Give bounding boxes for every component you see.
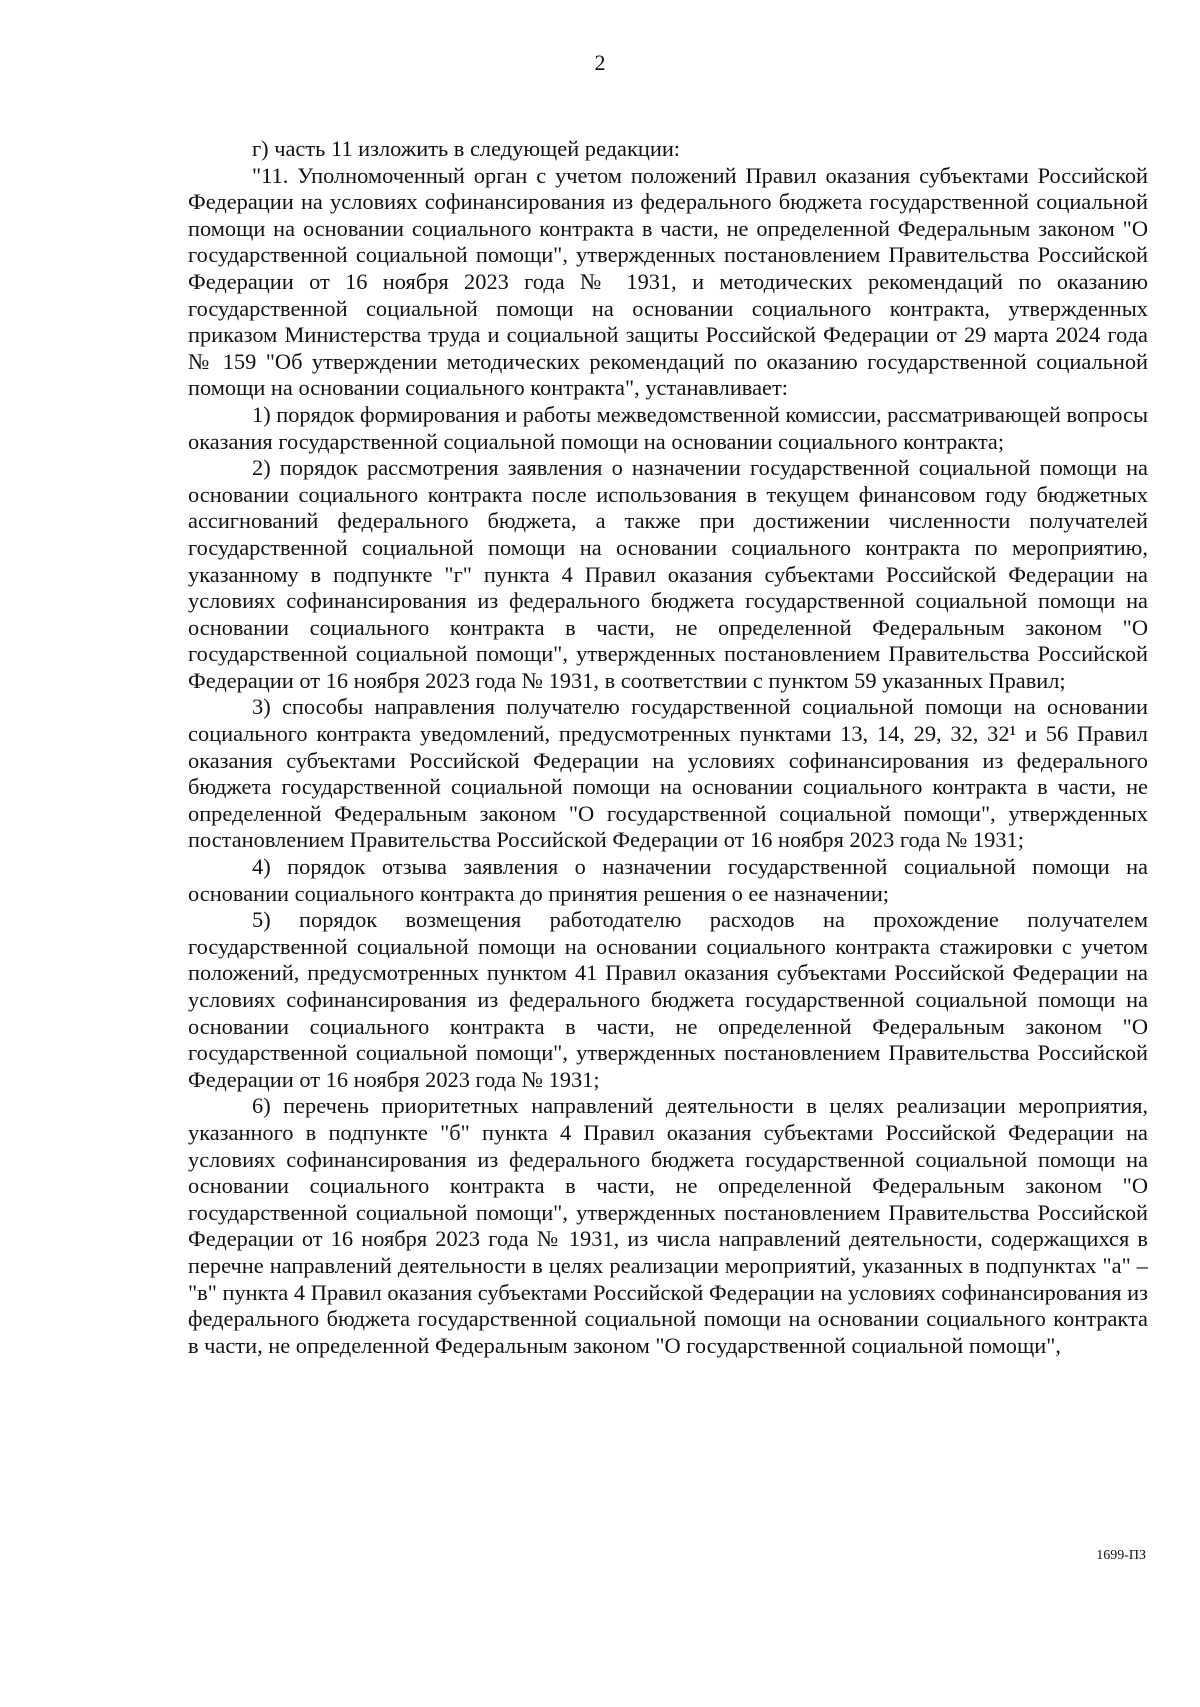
paragraph-item-2: 2) порядок рассмотрения заявления о назначении государственной социальной помощи на основании социального контракта после использования в текущем финансовом году бюджетных ассигнований федерального бюджета, а также при достижении численности получателей государственной социальной помощи на основании социального контракта по мероприятию, указанному в подпункте "г" пункта 4 Правил оказания субъектами Российской Федерации на условиях софинансирования из федерального бюджета государственной социальной помощи на основании социального контракта в части, не определенной Федеральным законом "О государственной социальной помощи", утвержденных постановлением Правительства Российской Федерации от 16 ноября 2023 года № 1931, в соответствии с пунктом 59 указанных Правил; xyxy=(188,455,1148,693)
paragraph-item-1: 1) порядок формирования и работы межведомственной комиссии, рассматривающей вопросы оказания государственной социальной помощи на основании социального контракта; xyxy=(188,401,1148,454)
document-body xyxy=(188,136,1148,1359)
paragraph-item-6: 6) перечень приоритетных направлений деятельности в целях реализации мероприятия, указанного в подпункте "б" пункта 4 Правил оказания субъектами Российской Федерации на условиях софинансирования из федерального бюджета государственной социальной помощи на основании социального контракта в части, не определенной Федеральным законом "О государственной социальной помощи", утвержденных постановлением Правительства Российской Федерации от 16 ноября 2023 года № 1931, из числа направлений деятельности, содержащихся в перечне направлений деятельности в целях реализации мероприятий, указанных в подпунктах "а" – "в" пункта 4 Правил оказания субъектами Российской Федерации на условиях софинансирования из федерального бюджета государственной социальной помощи на основании социального контракта в части, не определенной Федеральным законом "О государственной социальной помощи", xyxy=(188,1093,1148,1358)
paragraph-item-5: 5) порядок возмещения работодателю расходов на прохождение получателем государственной социальной помощи на основании социального контракта стажировки с учетом положений, предусмотренных пунктом 41 Правил оказания субъектами Российской Федерации на условиях софинансирования из федерального бюджета государственной социальной помощи на основании социального контракта в части, не определенной Федеральным законом "О государственной социальной помощи", утвержденных постановлением Правительства Российской Федерации от 16 ноября 2023 года № 1931; xyxy=(188,907,1148,1092)
page-number: 2 xyxy=(594,50,606,75)
paragraph-clause-11: "11. Уполномоченный орган с учетом положений Правил оказания субъектами Российской Федерации на условиях софинансирования из федерального бюджета государственной социальной помощи на основании социального контракта в части, не определенной Федеральным законом "О государственной социальной помощи", утвержденных постановлением Правительства Российской Федерации от 16 ноября 2023 года № 1931, и методических рекомендаций по оказанию государственной социальной помощи на основании социального контракта, утвержденных приказом Министерства труда и социальной защиты Российской Федерации от 29 марта 2024 года № 159 "Об утверждении методических рекомендаций по оказанию государственной социальной помощи на основании социального контракта", устанавливает: xyxy=(188,162,1148,401)
document-code: 1699-ПЗ xyxy=(1096,1548,1146,1563)
paragraph-item-3: 3) способы направления получателю государственной социальной помощи на основании социального контракта уведомлений, предусмотренных пунктами 13, 14, 29, 32, 32¹ и 56 Правил оказания субъектами Российской Федерации на условиях софинансирования из федерального бюджета государственной социальной помощи на основании социального контракта в части, не определенной Федеральным законом "О государственной социальной помощи", утвержденных постановлением Правительства Российской Федерации от 16 ноября 2023 года № 1931; xyxy=(188,694,1148,853)
paragraph-item-4: 4) порядок отзыва заявления о назначении государственной социальной помощи на основании социального контракта до принятия решения о ее назначении; xyxy=(188,854,1148,906)
paragraph-intro: г) часть 11 изложить в следующей редакции: xyxy=(252,136,681,161)
